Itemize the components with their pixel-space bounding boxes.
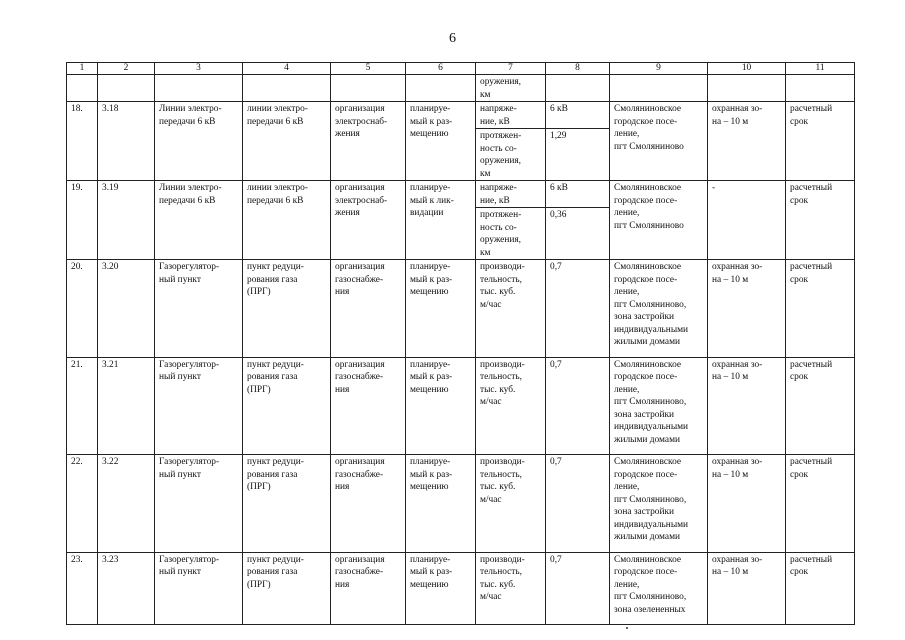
cell-line: (ПРГ) [247, 287, 271, 297]
header-cell: 10 [708, 63, 786, 75]
header-cell: 8 [546, 63, 610, 75]
cell-line: видации [410, 208, 444, 218]
scan-dot [626, 627, 628, 629]
cell-line: тельность, [480, 469, 523, 480]
table-cell [786, 75, 855, 102]
cell-line: ность со- [480, 222, 517, 233]
cell-line: организация [335, 554, 385, 565]
cell-line: рования газа [247, 469, 298, 480]
table-cell [98, 75, 155, 102]
cell-line: Линии электро- [159, 183, 222, 193]
param-cell [476, 129, 546, 181]
cell-line: срок [790, 195, 809, 206]
cell-line: пгт Смоляниново, [614, 592, 687, 602]
header-cell: 5 [331, 63, 406, 75]
cell-line: рования газа [247, 372, 298, 382]
cell-line: расчетный [790, 104, 833, 114]
row-number-cell: 20. [67, 260, 98, 358]
cell-line: Линии электро- [159, 104, 222, 114]
table-cell [243, 102, 331, 181]
value-cell: 0,36 [546, 208, 610, 260]
cell-line: срок [790, 567, 809, 577]
cell-line: км [480, 168, 491, 179]
cell-line: ный пункт [159, 469, 201, 480]
cell-padding [614, 544, 703, 552]
table-row [67, 102, 855, 129]
table-row [67, 357, 855, 455]
location-cell [610, 181, 708, 260]
table-cell [546, 75, 610, 102]
row-code-cell: 3.20 [98, 260, 155, 358]
cell-line: зона застройки [614, 507, 675, 517]
cell-line: производи- [480, 262, 525, 272]
location-cell [610, 260, 708, 358]
cell-line: мый к раз- [410, 274, 453, 285]
cell-line: городское посе- [614, 116, 678, 127]
table-cell [331, 102, 406, 181]
table-cell [406, 552, 476, 625]
cell-line: ние, кВ [480, 195, 510, 206]
table-cell [331, 455, 406, 553]
cell-line: расчетный [790, 183, 833, 193]
cell-line: тельность, [480, 567, 523, 577]
cell-line: жилыми домами [614, 434, 681, 445]
cell-line: городское посе- [614, 274, 678, 285]
cell-line: м/час [480, 592, 502, 602]
header-cell: 3 [155, 63, 243, 75]
value-cell: 0,7 [546, 455, 610, 553]
cell-line: (ПРГ) [247, 384, 271, 395]
param-cell [476, 260, 546, 358]
cell-line: охранная зо- [712, 104, 763, 114]
cell-line: тыс. куб. [480, 579, 516, 590]
row-code-cell: 3.18 [98, 102, 155, 181]
term-cell [786, 102, 855, 181]
cell-line: срок [790, 116, 809, 127]
cell-line: км [480, 89, 491, 100]
cell-line: - [712, 183, 716, 193]
cell-line: протяжен- [480, 131, 522, 141]
row-code-cell: 3.23 [98, 552, 155, 625]
cell-line: пункт редуци- [247, 262, 304, 272]
cell-line: городское посе- [614, 195, 678, 206]
row-code-cell: 3.19 [98, 181, 155, 260]
cell-line: пгт Смоляниново, [614, 299, 687, 310]
table-cell [155, 357, 243, 455]
table-cell [406, 455, 476, 553]
cell-line: тыс. куб. [480, 384, 516, 395]
cell-line: индивидуальными [614, 519, 689, 530]
table-cell [155, 455, 243, 553]
cell-line: организация [335, 359, 385, 370]
value-cell: 6 кВ [546, 102, 610, 129]
cell-line: электроснаб- [335, 195, 388, 206]
table-cell [708, 75, 786, 102]
cell-line: оружения, [480, 235, 522, 245]
row-number-cell: 19. [67, 181, 98, 260]
cell-line: городское посе- [614, 567, 678, 577]
location-cell [610, 102, 708, 181]
cell-line: (ПРГ) [247, 482, 271, 492]
header-cell: 4 [243, 63, 331, 75]
table-cell [406, 102, 476, 181]
cell-line: мещению [410, 579, 449, 590]
table-cell [331, 260, 406, 358]
cell-line: тыс. куб. [480, 482, 516, 492]
cell-line: ление, [614, 129, 640, 139]
table-cell [155, 102, 243, 181]
cell-line: ление, [614, 384, 640, 395]
term-cell [786, 181, 855, 260]
cell-line: мещению [410, 287, 449, 297]
cell-line: ный пункт [159, 372, 201, 382]
table-cell [243, 455, 331, 553]
value-cell: 1,29 [546, 129, 610, 181]
cell-line: планируе- [410, 104, 451, 114]
zone-cell [708, 102, 786, 181]
cell-line: ление, [614, 287, 640, 297]
cell-line: ния [335, 384, 350, 395]
cell-line: организация [335, 262, 385, 272]
cell-line: Газорегулятор- [159, 359, 220, 370]
cell-line: мещению [410, 129, 449, 139]
cell-line: городское посе- [614, 469, 678, 480]
param-cell [476, 208, 546, 260]
term-cell [786, 455, 855, 553]
cell-line: ление, [614, 208, 640, 218]
row-number-cell: 23. [67, 552, 98, 625]
cell-line: пункт редуци- [247, 359, 304, 370]
cell-line: мый к раз- [410, 372, 453, 382]
param-cell [476, 181, 546, 208]
cell-line: ление, [614, 579, 640, 590]
row-number-cell: 18. [67, 102, 98, 181]
cell-line: производи- [480, 457, 525, 467]
cell-line: Смоляниновское [614, 359, 682, 370]
table-cell [155, 260, 243, 358]
cell-line: организация [335, 104, 385, 114]
cell-line: пгт Смоляниново, [614, 397, 687, 407]
cell-line: электроснаб- [335, 116, 388, 127]
cell-line: жения [335, 208, 360, 218]
cell-line: расчетный [790, 359, 833, 370]
cell-line: расчетный [790, 554, 833, 565]
table-cell [331, 75, 406, 102]
cell-line: передачи 6 кВ [159, 195, 216, 206]
cell-line: расчетный [790, 457, 833, 467]
cell-line: на – 10 м [712, 274, 749, 285]
cell-line: планируе- [410, 262, 451, 272]
cell-line: зона озелененных [614, 604, 686, 615]
table-cell [610, 75, 708, 102]
zone-cell [708, 260, 786, 358]
cell-line: км [480, 247, 491, 258]
location-cell [610, 552, 708, 625]
header-cell: 1 [67, 63, 98, 75]
header-cell: 11 [786, 63, 855, 75]
cell-line: охранная зо- [712, 457, 763, 467]
cell-line: пгт Смоляниново [614, 141, 684, 152]
cell-line: индивидуальными [614, 324, 689, 335]
cell-line: оружения, [480, 156, 522, 166]
table-cell [331, 181, 406, 260]
cell-line: газоснабже- [335, 274, 384, 285]
cell-line: производи- [480, 359, 525, 370]
cell-line: мый к раз- [410, 567, 453, 577]
cell-line: линии электро- [247, 183, 308, 193]
cell-line: тыс. куб. [480, 287, 516, 297]
cell-line: Смоляниновское [614, 262, 682, 272]
cell-line: охранная зо- [712, 554, 763, 565]
cell-line: газоснабже- [335, 567, 384, 577]
continuation-row [67, 75, 855, 102]
cell-line: жения [335, 129, 360, 139]
cell-line: на – 10 м [712, 469, 749, 480]
table-cell [243, 260, 331, 358]
zone-cell [708, 455, 786, 553]
cell-line: мый к лик- [410, 195, 454, 206]
cell-line: напряже- [480, 104, 517, 114]
row-code-cell: 3.21 [98, 357, 155, 455]
cell-line: Газорегулятор- [159, 554, 220, 565]
cell-line: расчетный [790, 262, 833, 272]
cell-line: организация [335, 457, 385, 467]
zone-cell [708, 357, 786, 455]
cell-line: ный пункт [159, 274, 201, 285]
cell-line: срок [790, 274, 809, 285]
cell-line: на – 10 м [712, 567, 749, 577]
table-cell [331, 552, 406, 625]
row-number-cell: 21. [67, 357, 98, 455]
value-cell: 0,7 [546, 552, 610, 625]
cell-line: Газорегулятор- [159, 262, 220, 272]
param-cell [476, 102, 546, 129]
zone-cell [708, 181, 786, 260]
cell-line: Смоляниновское [614, 183, 682, 193]
value-cell: 0,7 [546, 260, 610, 358]
cell-padding [614, 616, 703, 624]
header-cell: 6 [406, 63, 476, 75]
row-number-cell: 22. [67, 455, 98, 553]
table-cell [243, 552, 331, 625]
cell-line: протяжен- [480, 210, 522, 220]
cell-line: тельность, [480, 274, 523, 285]
location-cell [610, 455, 708, 553]
cell-line: жилыми домами [614, 532, 681, 542]
location-cell [610, 357, 708, 455]
cell-line: охранная зо- [712, 359, 763, 370]
cell-line: мещению [410, 482, 449, 492]
cell-line: мый к раз- [410, 469, 453, 480]
cell-line: рования газа [247, 567, 298, 577]
param-cell [476, 552, 546, 625]
term-cell [786, 357, 855, 455]
cell-line: жилыми домами [614, 337, 681, 347]
table-cell [406, 357, 476, 455]
header-cell: 2 [98, 63, 155, 75]
row-code-cell: 3.22 [98, 455, 155, 553]
cell-line: производи- [480, 554, 525, 565]
table-row [67, 260, 855, 358]
term-cell [786, 260, 855, 358]
cell-line: передачи 6 кВ [247, 116, 304, 127]
cell-line: рования газа [247, 274, 298, 285]
cell-line: ния [335, 482, 350, 492]
table-cell [67, 75, 98, 102]
cell-line: срок [790, 372, 809, 382]
objects-table [66, 62, 855, 625]
table-cell [243, 357, 331, 455]
cell-line: охранная зо- [712, 262, 763, 272]
cell-line: пункт редуци- [247, 554, 304, 565]
table-cell [155, 181, 243, 260]
cell-line: напряже- [480, 183, 517, 193]
cell-line: м/час [480, 299, 502, 310]
param-cell [476, 455, 546, 553]
term-cell [786, 552, 855, 625]
param-cell [476, 357, 546, 455]
cell-line: газоснабже- [335, 372, 384, 382]
header-row [67, 63, 855, 75]
cell-line: оружения, [480, 77, 522, 87]
cell-line: зона застройки [614, 312, 675, 322]
zone-cell [708, 552, 786, 625]
cell-line: планируе- [410, 183, 451, 193]
cell-padding [614, 446, 703, 454]
cell-line: ния [335, 579, 350, 590]
cell-line: ния [335, 287, 350, 297]
table-cell [155, 75, 243, 102]
cell-line: передачи 6 кВ [159, 116, 216, 127]
cell-line: передачи 6 кВ [247, 195, 304, 206]
cell-line: планируе- [410, 554, 451, 565]
table-cell [331, 357, 406, 455]
table-row [67, 552, 855, 625]
table-cell [476, 75, 546, 102]
cell-line: газоснабже- [335, 469, 384, 480]
cell-line: мещению [410, 384, 449, 395]
table-cell [243, 181, 331, 260]
cell-line: м/час [480, 494, 502, 505]
cell-line: ление, [614, 482, 640, 492]
cell-line: Смоляниновское [614, 457, 682, 467]
cell-line: индивидуальными [614, 422, 689, 432]
table-cell [155, 552, 243, 625]
table-cell [406, 260, 476, 358]
cell-line: м/час [480, 397, 502, 407]
table-row [67, 181, 855, 208]
cell-line: пункт редуци- [247, 457, 304, 467]
cell-line: организация [335, 183, 385, 193]
cell-line: городское посе- [614, 372, 678, 382]
table-row [67, 455, 855, 553]
table-cell [406, 75, 476, 102]
cell-line: Смоляниновское [614, 554, 682, 565]
cell-line: срок [790, 469, 809, 480]
cell-line: пгт Смоляниново [614, 220, 684, 231]
cell-line: планируе- [410, 457, 451, 467]
cell-line: мый к раз- [410, 116, 453, 127]
cell-line: пгт Смоляниново, [614, 494, 687, 505]
cell-line: ный пункт [159, 567, 201, 577]
cell-line: ность со- [480, 143, 517, 154]
cell-line: планируе- [410, 359, 451, 370]
value-cell: 0,7 [546, 357, 610, 455]
header-cell: 7 [476, 63, 546, 75]
value-cell: 6 кВ [546, 181, 610, 208]
cell-line: на – 10 м [712, 116, 749, 127]
table-cell [406, 181, 476, 260]
cell-line: (ПРГ) [247, 579, 271, 590]
table-cell [243, 75, 331, 102]
cell-padding [614, 349, 703, 357]
cell-line: на – 10 м [712, 372, 749, 382]
cell-line: зона застройки [614, 409, 675, 420]
cell-line: Газорегулятор- [159, 457, 220, 467]
page-number: 6 [449, 31, 456, 46]
cell-line: линии электро- [247, 104, 308, 114]
cell-line: тельность, [480, 372, 523, 382]
cell-line: Смоляниновское [614, 104, 682, 114]
header-cell: 9 [610, 63, 708, 75]
cell-line: ние, кВ [480, 116, 510, 127]
